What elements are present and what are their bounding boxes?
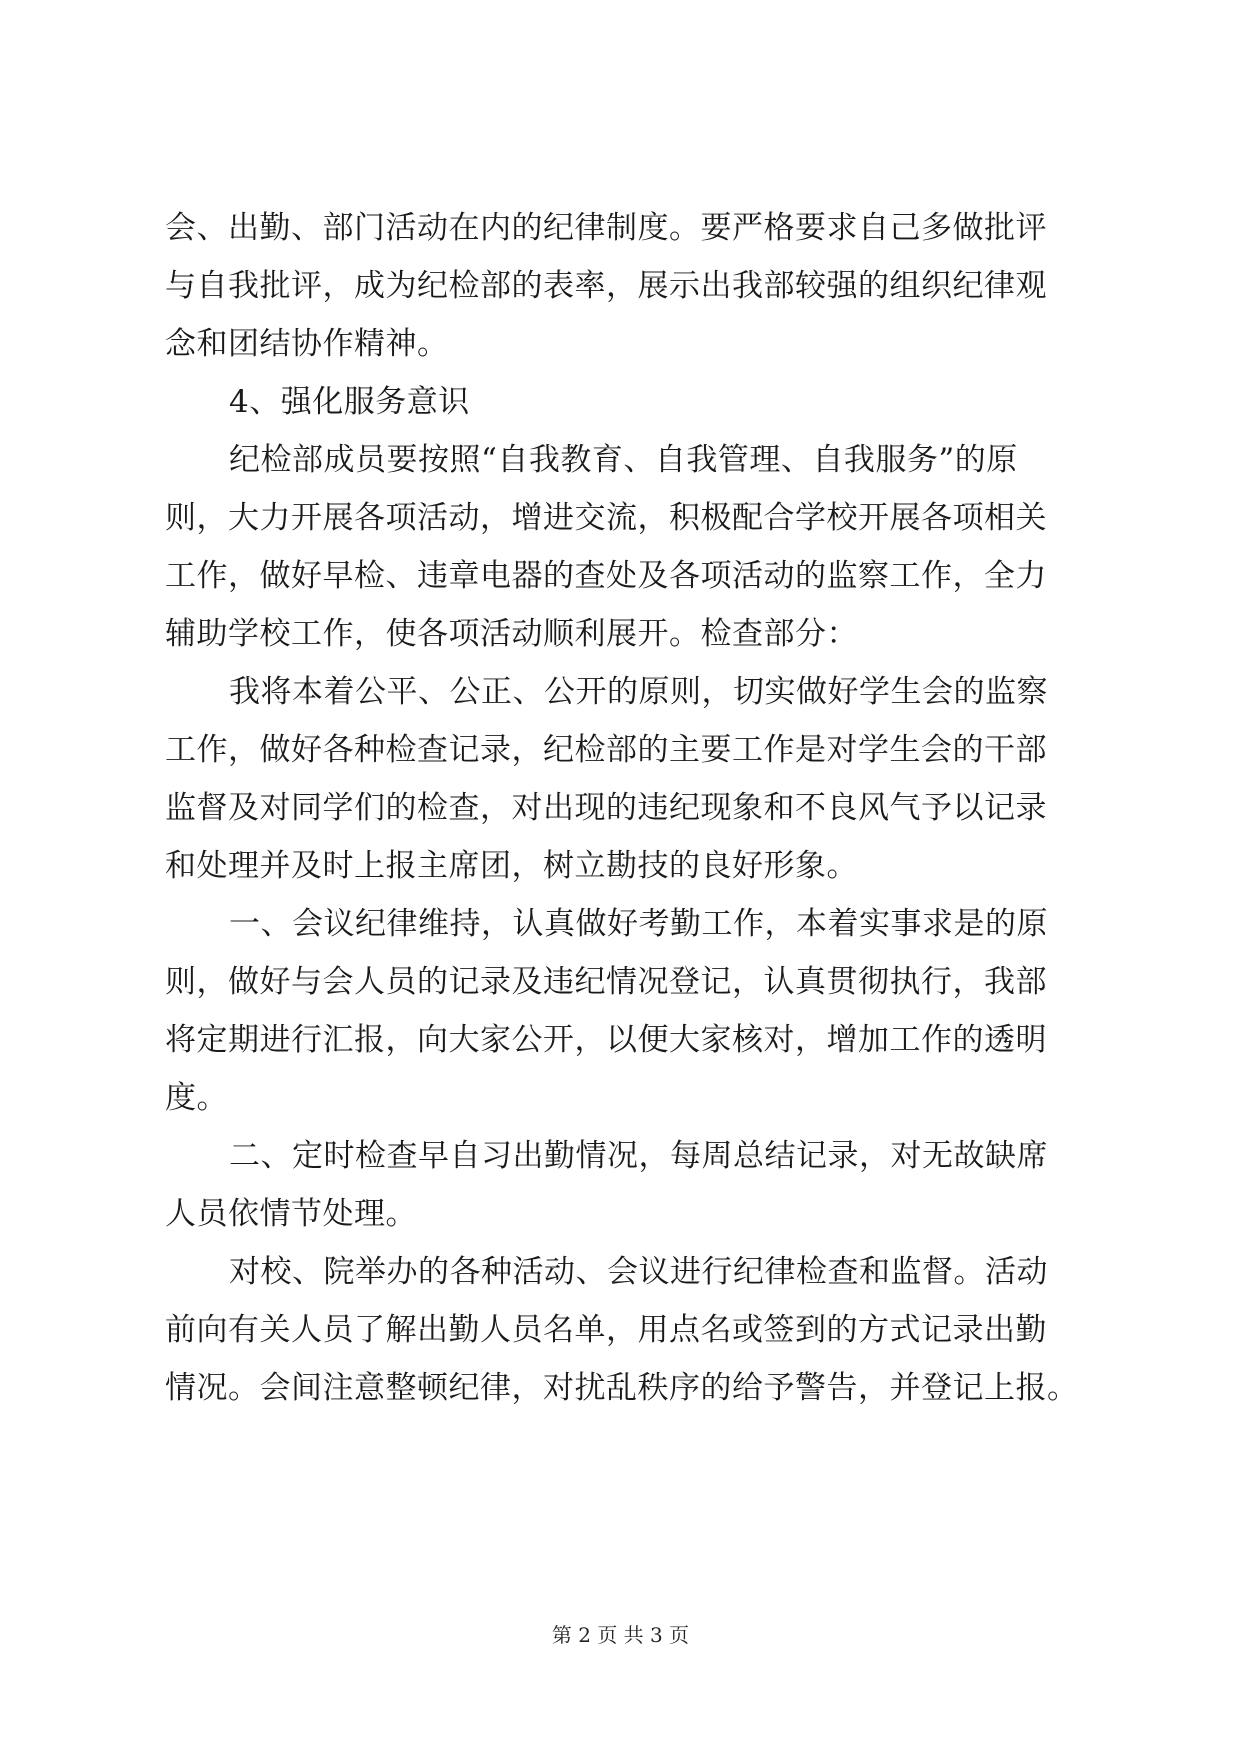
text-line: 会、出勤、部门活动在内的纪律制度。要严格要求自己多做批评	[165, 210, 1047, 246]
section-heading: 4、强化服务意识	[229, 384, 470, 420]
text-line: 我将本着公平、公正、公开的原则，切实做好学生会的监察	[229, 674, 1048, 710]
page-footer: 第 2 页 共 3 页	[551, 1623, 690, 1647]
text-line: 人员依情节处理。	[165, 1196, 417, 1232]
text-line: 监督及对同学们的检查，对出现的违纪现象和不良风气予以记录	[165, 790, 1047, 826]
text-line: 工作，做好早检、违章电器的查处及各项活动的监察工作，全力	[165, 558, 1047, 594]
text-line: 辅助学校工作，使各项活动顺利展开。检查部分：	[165, 616, 858, 652]
text-line: 一、会议纪律维持，认真做好考勤工作，本着实事求是的原	[229, 906, 1048, 942]
text-line: 二、定时检查早自习出勤情况，每周总结记录，对无故缺席	[229, 1138, 1048, 1174]
text-line: 情况。会间注意整顿纪律，对扰乱秩序的给予警告，并登记上报。	[165, 1370, 1079, 1406]
text-line: 将定期进行汇报，向大家公开，以便大家核对，增加工作的透明	[165, 1022, 1047, 1058]
text-line: 度。	[165, 1080, 228, 1116]
text-line: 工作，做好各种检查记录，纪检部的主要工作是对学生会的干部	[165, 732, 1047, 768]
text-line: 前向有关人员了解出勤人员名单，用点名或签到的方式记录出勤	[165, 1312, 1047, 1348]
text-line: 则，大力开展各项活动，增进交流，积极配合学校开展各项相关	[165, 500, 1047, 536]
text-line: 和处理并及时上报主席团，树立勘技的良好形象。	[165, 848, 858, 884]
text-line: 对校、院举办的各种活动、会议进行纪律检查和监督。活动	[229, 1254, 1048, 1290]
text-line: 纪检部成员要按照“自我教育、自我管理、自我服务”的原	[229, 442, 1018, 478]
text-line: 与自我批评，成为纪检部的表率，展示出我部较强的组织纪律观	[165, 268, 1047, 304]
text-line: 念和团结协作精神。	[165, 326, 449, 362]
text-line: 则，做好与会人员的记录及违纪情况登记，认真贯彻执行，我部	[165, 964, 1047, 1000]
